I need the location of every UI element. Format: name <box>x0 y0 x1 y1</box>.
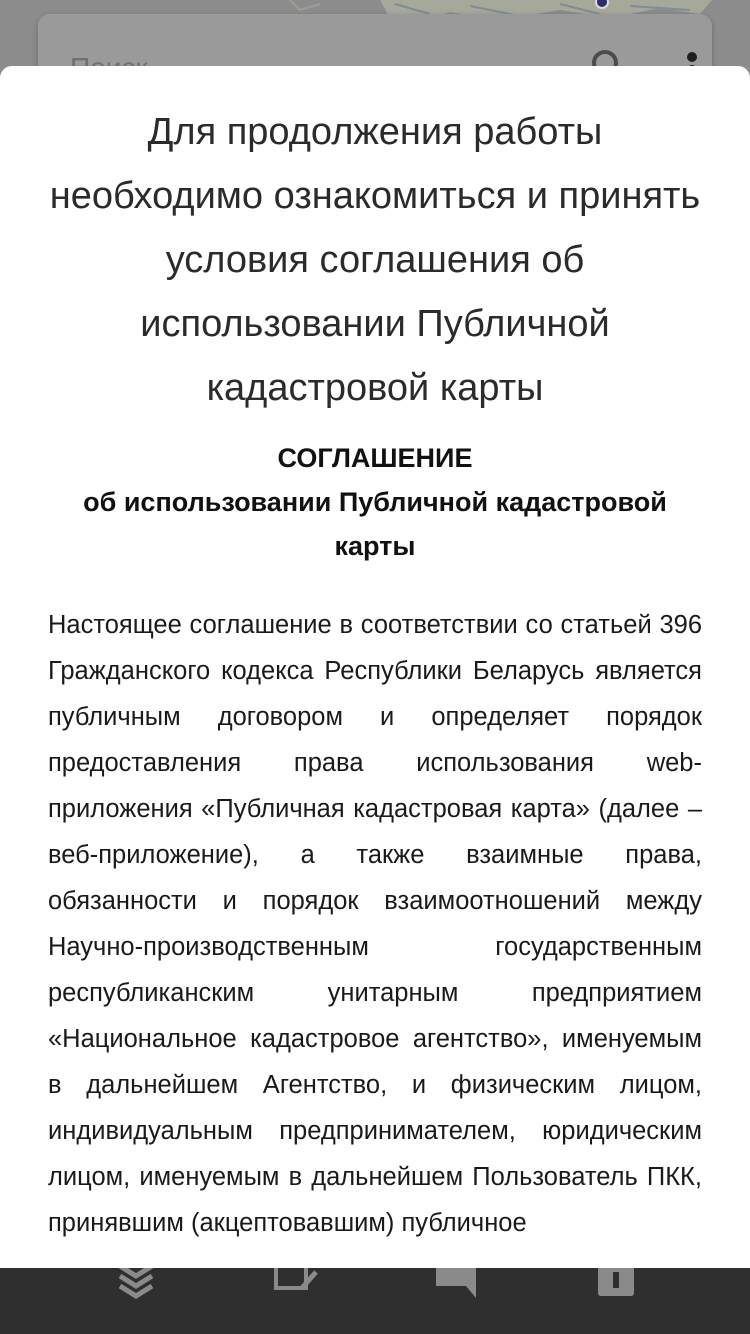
dialog-title: Для продолжения работы необходимо ознакомиться и принять условия соглашения об использовании Публичной кадастровой карты <box>49 111 701 409</box>
edit-check-icon[interactable] <box>272 1266 320 1306</box>
info-badge-icon[interactable] <box>596 1266 644 1306</box>
layers-icon[interactable] <box>112 1266 160 1306</box>
comments-icon[interactable] <box>432 1266 480 1306</box>
agreement-dialog <box>0 66 750 1268</box>
agreement-subheading: об использовании Публичной кадастровой карты <box>83 487 667 561</box>
agreement-text: Настоящее соглашение в соответствии со статьей 396 Гражданского кодекса Республики Беларусь является публичным договором и определяет порядок предоставления права использования web-приложения «Публичная кадастровая карта» (далее – веб-приложение), а также взаимные права, обязанности и порядок взаимоотношений между Научно-производственным государственным республиканским унитарным предприятием «Национальное кадастровое агентство», именуемым в дальнейшем Агентство, и физическим лицом, индивидуальным предпринимателем, юридическим лицом, именуемым в дальнейшем Пользователь ПКК, принявшим (акцептовавшим) публичное <box>48 611 702 1237</box>
agreement-heading: СОГЛАШЕНИЕ <box>277 443 473 473</box>
